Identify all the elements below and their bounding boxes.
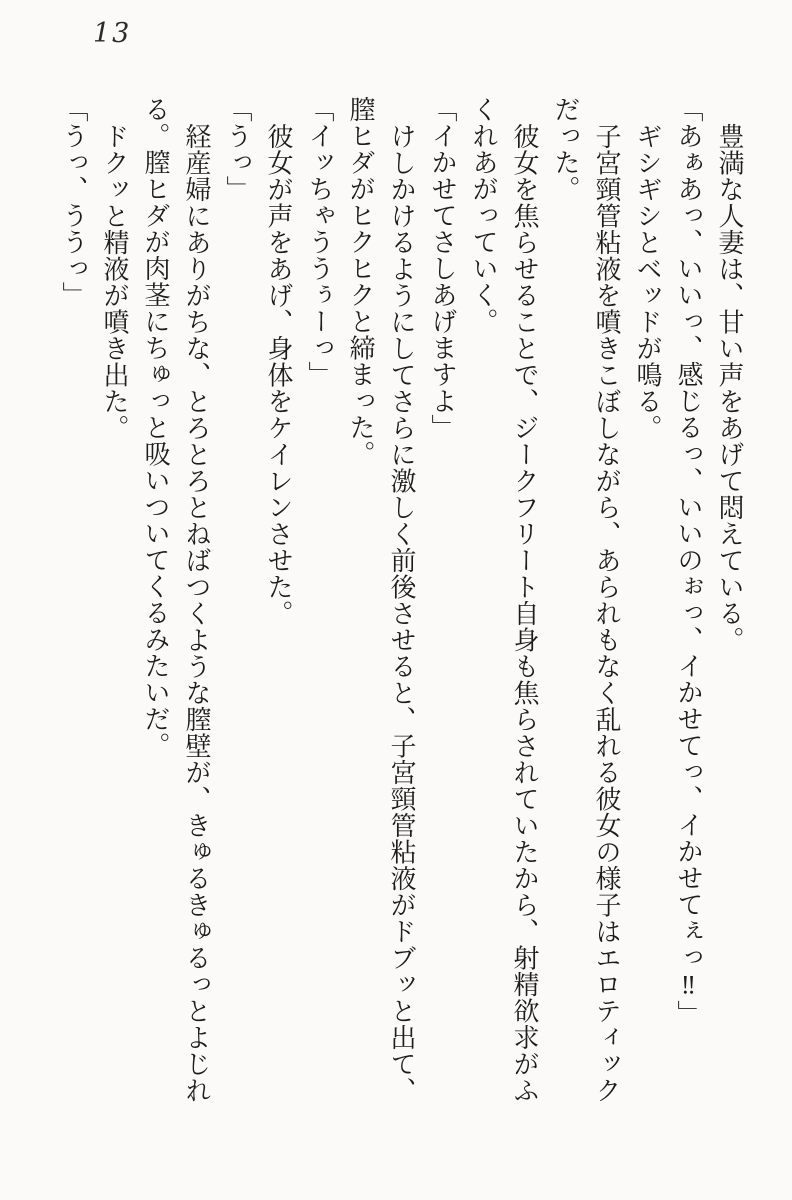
text-line: だった。 xyxy=(551,96,580,202)
page-number: 13 xyxy=(93,18,132,49)
text-line: 「うっ」 xyxy=(223,96,252,202)
text-line: 膣ヒダがヒクヒクと締まった。 xyxy=(346,96,375,467)
text-line: 彼女が声をあげ、身体をケイレンさせた。 xyxy=(264,123,293,627)
text-line: 彼女を焦らせることで、ジークフリート自身も焦らされていたから、射精欲求がふ xyxy=(510,123,539,1104)
text-line: 「あぁあっ、いいっ、感じるっ、いいのぉっ、イかせてっ、イかせてぇっ‼」 xyxy=(674,96,703,1027)
text-line: 子宮頸管粘液を噴きこぼしながら、あられもなく乱れる彼女の様子はエロティック xyxy=(592,123,621,1104)
text-line: 「うっ、ううっ」 xyxy=(59,96,88,308)
text-line: けしかけるようにしてさらに激しく前後させると、子宮頸管粘液がドブッと出て、 xyxy=(387,123,416,1104)
text-line: ギシギシとベッドが鳴る。 xyxy=(633,123,662,441)
text-line: 「イかせてさしあげますよ」 xyxy=(428,96,457,441)
text-line: る。膣ヒダが肉茎にちゅっと吸いついてくるみたいだ。 xyxy=(141,96,170,759)
text-line: 豊満な人妻は、甘い声をあげて悶えている。 xyxy=(715,123,744,653)
text-line: 経産婦にありがちな、とろとろとねばつくような膣壁が、きゅるきゅるっとよじれ xyxy=(182,123,211,1104)
text-line: ドクッと精液が噴き出た。 xyxy=(100,123,129,441)
text-line: 「イッちゃううぅーっ」 xyxy=(305,96,334,388)
text-line: くれあがっていく。 xyxy=(469,96,498,335)
body-text xyxy=(53,96,750,1128)
